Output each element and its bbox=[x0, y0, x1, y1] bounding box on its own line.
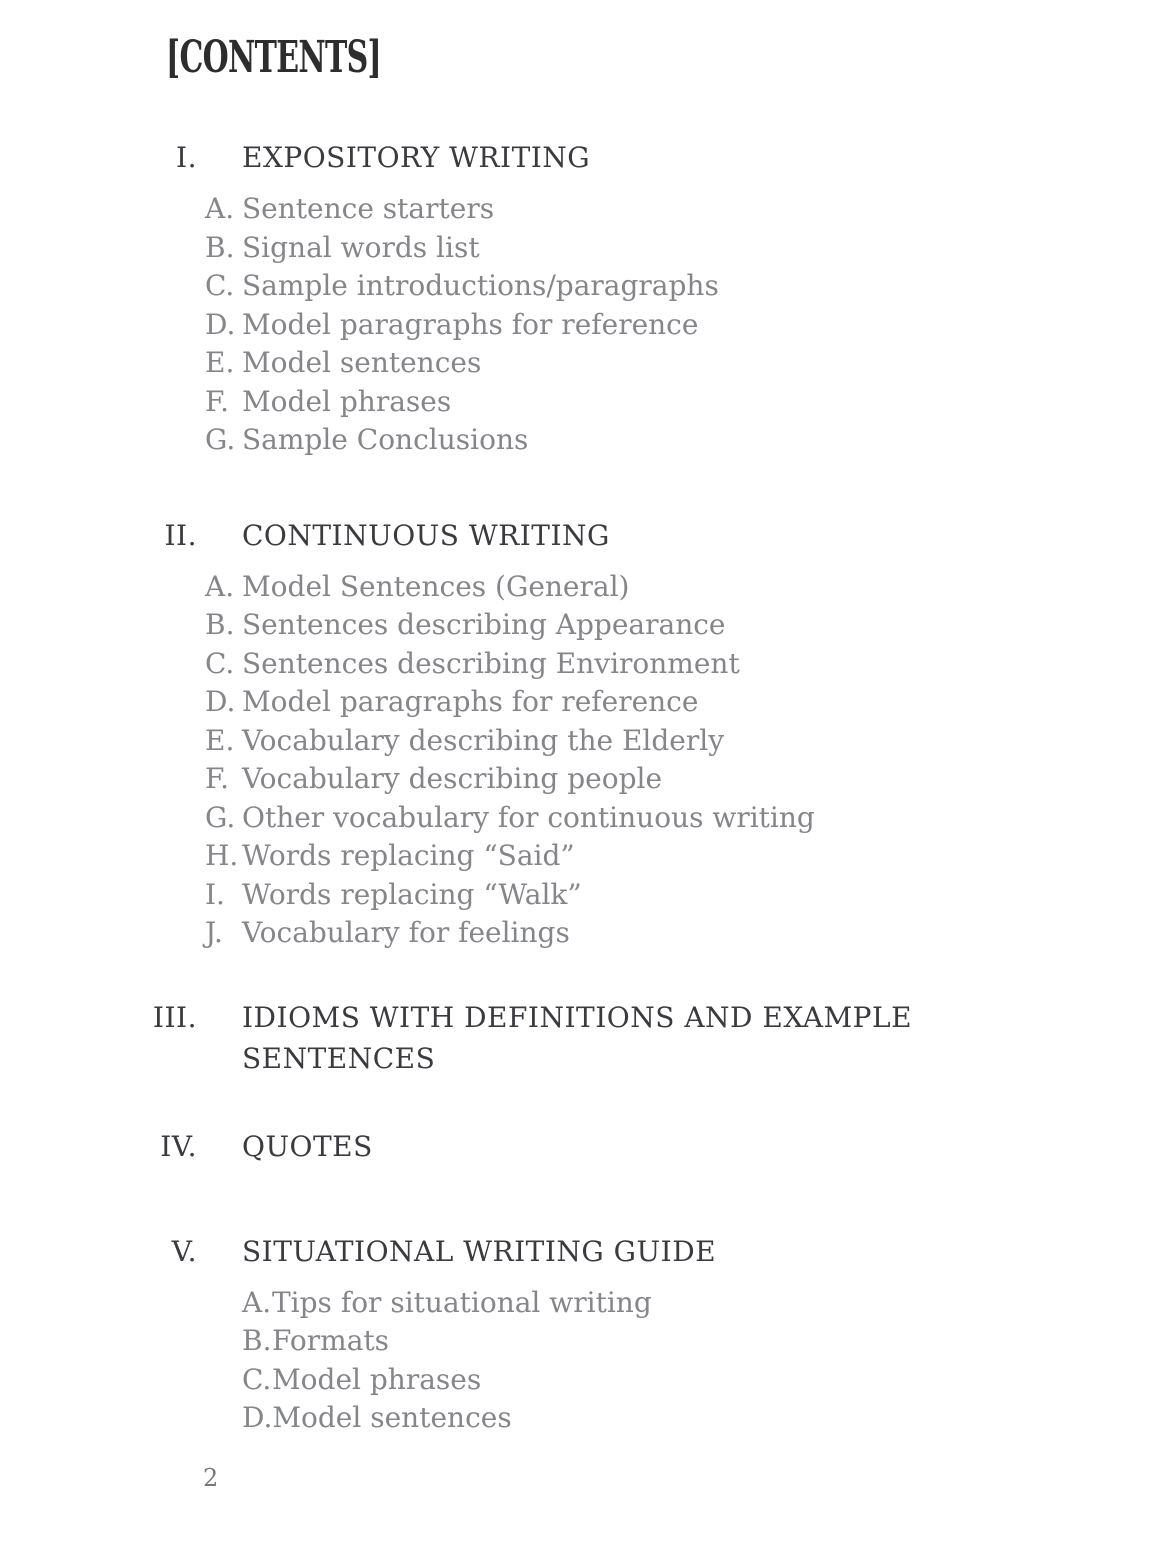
item-letter: A. bbox=[205, 569, 235, 603]
toc-item bbox=[0, 383, 1172, 422]
toc-item bbox=[0, 645, 1172, 684]
item-letter: C. bbox=[242, 1362, 272, 1396]
item-letter: G. bbox=[205, 423, 236, 456]
section-heading-text: CONTINUOUS WRITING bbox=[242, 518, 610, 552]
item-text: Sentence starters bbox=[242, 192, 495, 225]
section-situational-writing bbox=[0, 1232, 1172, 1438]
toc-item bbox=[0, 267, 1172, 306]
item-text: Sentences describing Appearance bbox=[242, 608, 726, 641]
section-heading bbox=[0, 1127, 1172, 1167]
item-text: Sample Conclusions bbox=[242, 423, 529, 456]
toc-item bbox=[0, 421, 1172, 460]
section-quotes bbox=[0, 1127, 1172, 1167]
item-text: Formats bbox=[272, 1324, 390, 1357]
section-numeral: V. bbox=[171, 1234, 197, 1268]
section-items bbox=[0, 190, 1172, 460]
item-letter: I. bbox=[205, 877, 225, 911]
item-text: Model sentences bbox=[242, 346, 482, 379]
section-continuous-writing bbox=[0, 516, 1172, 953]
item-letter: B. bbox=[205, 608, 235, 641]
toc-item bbox=[0, 344, 1172, 383]
item-text: Vocabulary for feelings bbox=[242, 916, 570, 949]
item-letter: J. bbox=[205, 916, 223, 949]
item-text: Vocabulary describing people bbox=[242, 762, 663, 795]
item-text: Model phrases bbox=[242, 384, 452, 418]
item-letter: G. bbox=[205, 800, 236, 834]
section-expository-writing bbox=[0, 138, 1172, 460]
item-text: Model paragraphs for reference bbox=[242, 307, 699, 341]
toc-item bbox=[0, 568, 1172, 607]
section-idioms bbox=[0, 997, 1172, 1079]
toc-item bbox=[0, 229, 1172, 268]
item-letter: D. bbox=[242, 1401, 273, 1434]
toc-item bbox=[0, 306, 1172, 345]
item-text: Tips for situational writing bbox=[272, 1285, 652, 1319]
section-numeral: III. bbox=[152, 1000, 197, 1034]
toc-item bbox=[0, 1399, 1172, 1438]
section-heading bbox=[0, 997, 1172, 1079]
document-page bbox=[0, 32, 1172, 1493]
toc-item bbox=[0, 1361, 1172, 1400]
section-heading bbox=[0, 138, 1172, 178]
section-numeral: I. bbox=[176, 141, 197, 174]
item-letter: A. bbox=[205, 192, 235, 225]
toc-item bbox=[0, 760, 1172, 799]
toc-item bbox=[0, 914, 1172, 953]
toc-item bbox=[0, 683, 1172, 722]
section-heading bbox=[0, 1232, 1172, 1272]
item-letter: F. bbox=[205, 762, 229, 795]
section-heading-text: IDIOMS WITH DEFINITIONS AND EXAMPLE SENTENCES bbox=[242, 1000, 913, 1075]
item-text: Signal words list bbox=[242, 230, 480, 264]
item-text: Model sentences bbox=[272, 1401, 512, 1434]
section-heading-text: EXPOSITORY WRITING bbox=[242, 141, 591, 174]
section-items bbox=[0, 568, 1172, 953]
item-letter: B. bbox=[205, 230, 235, 264]
toc-item bbox=[0, 1322, 1172, 1361]
section-items bbox=[0, 1284, 1172, 1438]
item-letter: E. bbox=[205, 723, 235, 757]
item-letter: C. bbox=[205, 269, 235, 302]
page-number: 2 bbox=[203, 1463, 219, 1492]
item-text: Other vocabulary for continuous writing bbox=[242, 800, 815, 834]
item-text: Words replacing “Walk” bbox=[242, 877, 582, 911]
item-text: Vocabulary describing the Elderly bbox=[242, 723, 725, 757]
item-text: Model Sentences (General) bbox=[242, 569, 630, 603]
item-text: Sentences describing Environment bbox=[242, 646, 740, 680]
item-letter: H. bbox=[205, 839, 239, 872]
section-heading-text: QUOTES bbox=[242, 1129, 373, 1163]
toc-item bbox=[0, 837, 1172, 876]
toc-item bbox=[0, 799, 1172, 838]
toc-item bbox=[0, 606, 1172, 645]
item-letter: D. bbox=[205, 307, 236, 341]
item-letter: C. bbox=[205, 646, 235, 680]
section-numeral: II. bbox=[164, 518, 197, 552]
item-text: Sample introductions/paragraphs bbox=[242, 269, 719, 302]
section-heading-text: SITUATIONAL WRITING GUIDE bbox=[242, 1234, 717, 1268]
item-text: Words replacing “Said” bbox=[242, 839, 575, 872]
item-letter: D. bbox=[205, 685, 236, 718]
item-letter: E. bbox=[205, 346, 235, 379]
item-letter: B. bbox=[242, 1324, 272, 1357]
toc-item bbox=[0, 1284, 1172, 1323]
item-text: Model phrases bbox=[272, 1362, 482, 1396]
item-letter: A. bbox=[242, 1285, 272, 1319]
item-letter: F. bbox=[205, 384, 229, 418]
page-title: [CONTENTS] bbox=[166, 32, 382, 83]
section-numeral: IV. bbox=[160, 1129, 197, 1163]
section-heading bbox=[0, 516, 1172, 556]
item-text: Model paragraphs for reference bbox=[242, 685, 699, 718]
toc-item bbox=[0, 190, 1172, 229]
toc-item bbox=[0, 876, 1172, 915]
toc-item bbox=[0, 722, 1172, 761]
